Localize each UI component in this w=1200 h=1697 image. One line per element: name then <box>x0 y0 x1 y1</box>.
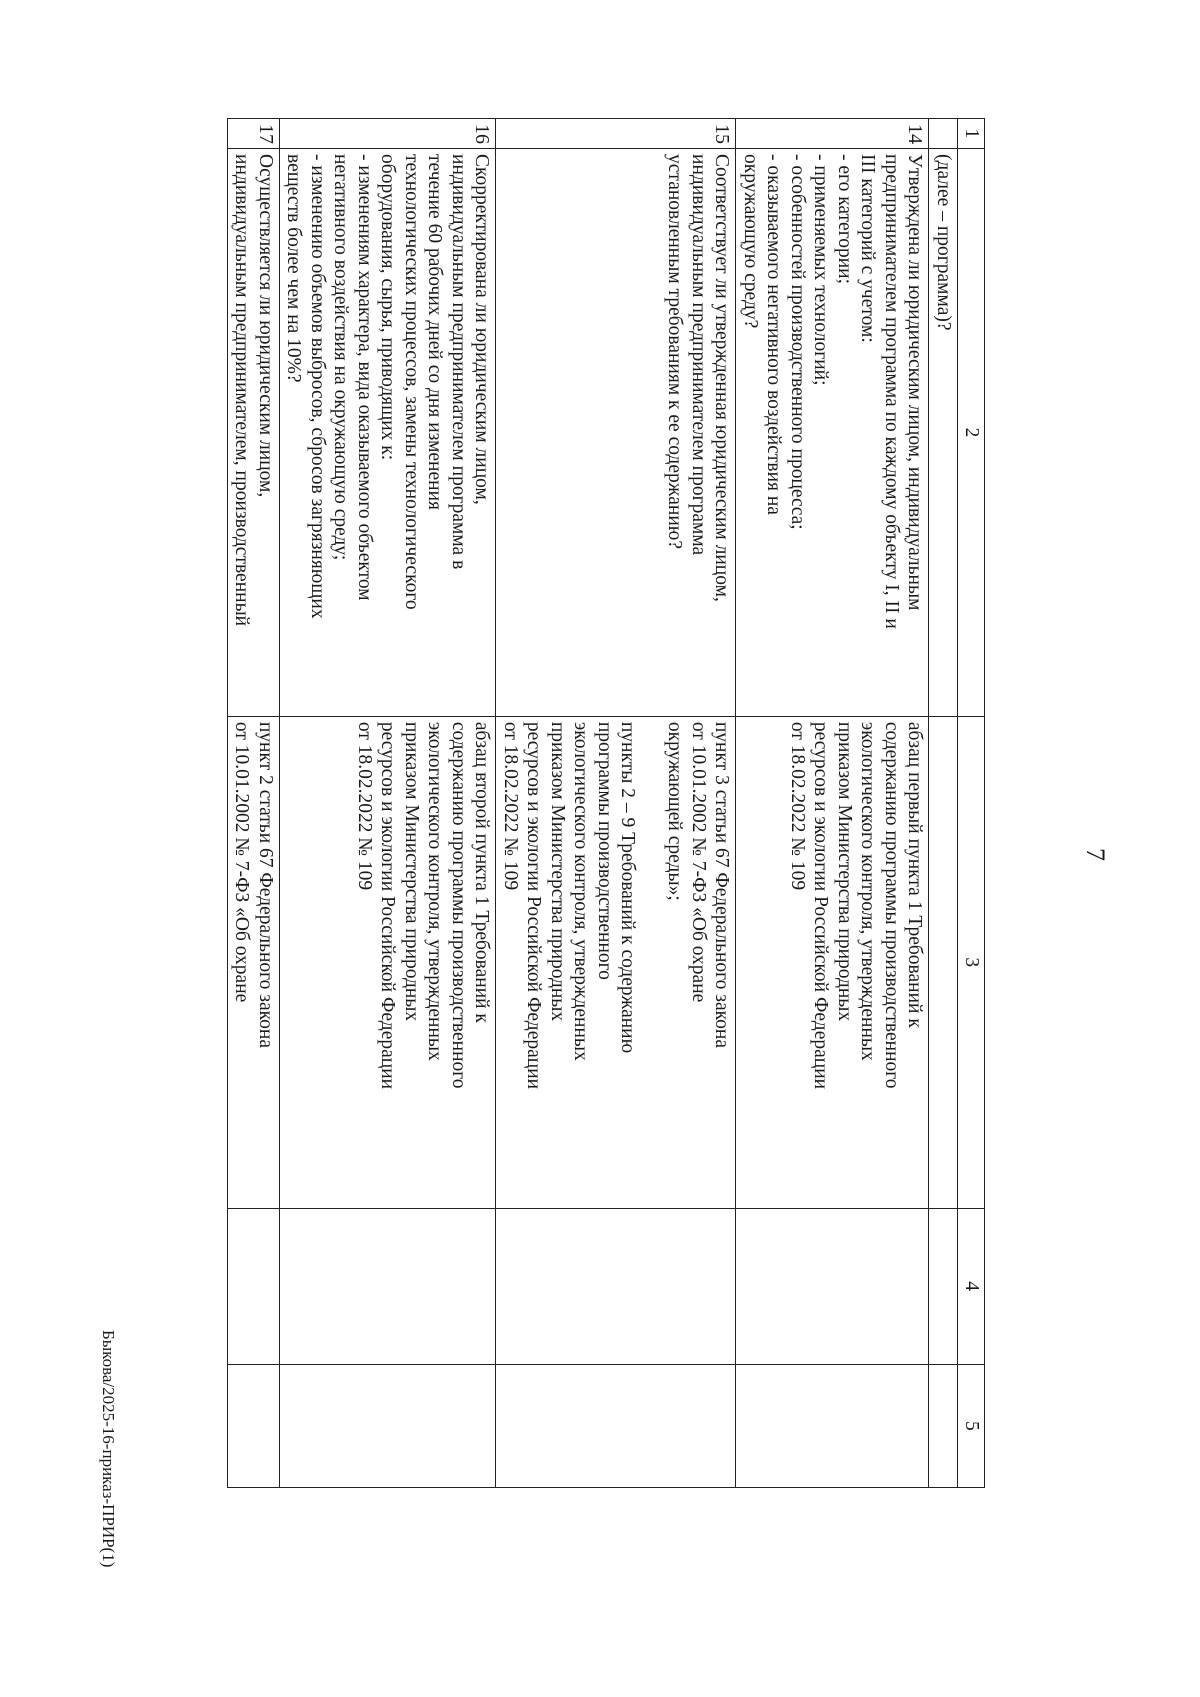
reference-line: ресурсов и экологии Российской Федерации <box>523 721 545 1090</box>
reference-line: абзац первый пункта 1 Требований к <box>904 721 926 1028</box>
reference-line: от 18.02.2022 № 109 <box>787 721 808 891</box>
question-line: индивидуальным предпринимателем программа <box>688 154 709 556</box>
question-line: - особенностей производственного процесса; <box>787 154 808 530</box>
table-row <box>280 119 497 1488</box>
question-line: окружающую среду? <box>740 154 761 329</box>
reference-line: экологического контроля, утвержденных <box>424 721 446 1061</box>
question-line: III категорий с учетом: <box>857 154 879 343</box>
answer-cell-col4 <box>736 1208 929 1364</box>
question-line: - оказываемого негативного воздействия на <box>763 154 785 515</box>
requirements-table <box>227 118 985 1488</box>
question-line: (далее – программа)? <box>933 154 954 331</box>
answer-cell-col5 <box>280 1364 497 1487</box>
question-line: - применяемых технологий; <box>810 154 832 386</box>
question-cell <box>280 149 497 717</box>
reference-line: содержанию программы производственного <box>881 721 902 1089</box>
reference-cell <box>496 716 736 1208</box>
row-number <box>929 119 958 149</box>
question-line: индивидуальным предпринимателем, производственный <box>231 154 253 627</box>
document-footer: Быкова/2025-16-приказ-ПРИР(1) <box>99 1330 118 1568</box>
question-line: оборудования, сырья, приводящих к: <box>377 154 399 461</box>
reference-line: приказом Министерства природных <box>401 721 422 1022</box>
row-number: 16 <box>280 119 497 149</box>
page-number: 7 <box>1081 848 1110 861</box>
question-line: технологических процессов, замены технологического <box>401 154 422 610</box>
question-line: негативного воздействия на окружающую среду; <box>330 154 352 561</box>
answer-cell-col4 <box>929 1208 958 1364</box>
question-line: веществ более чем на 10%? <box>283 154 305 383</box>
question-line: индивидуальным предпринимателем программа в <box>448 154 469 570</box>
reference-line: приказом Министерства природных <box>547 721 568 1022</box>
answer-cell-col5 <box>929 1364 958 1487</box>
reference-cell <box>228 716 280 1208</box>
question-cell <box>496 149 736 717</box>
header-row <box>958 119 985 1488</box>
header-cell-3: 3 <box>958 716 985 1208</box>
row-number: 15 <box>496 119 736 149</box>
table-row <box>929 119 958 1488</box>
row-number: 17 <box>228 119 280 149</box>
table-body <box>228 119 985 1488</box>
reference-cell <box>280 716 497 1208</box>
reference-line: абзац второй пункта 1 Требований к <box>471 721 493 1023</box>
question-line: Скорректирована ли юридическим лицом, <box>471 154 493 505</box>
reference-cell <box>736 716 929 1208</box>
question-line: установленным требованиям к ее содержанию? <box>664 154 686 549</box>
reference-line: приказом Министерства природных <box>834 721 855 1022</box>
table-row <box>736 119 929 1488</box>
answer-cell-col4 <box>228 1208 280 1364</box>
answer-cell-col4 <box>496 1208 736 1364</box>
question-cell <box>929 149 958 717</box>
question-cell <box>228 149 280 717</box>
reference-line: пункт 2 статьи 67 Федерального закона <box>255 721 276 1048</box>
reference-cell <box>929 716 958 1208</box>
header-cell-1: 1 <box>958 119 985 149</box>
reference-line: пункты 2 – 9 Требований к содержанию <box>617 721 639 1054</box>
question-line: Соответствует ли утвержденная юридическим лицом, <box>711 154 733 602</box>
table-row <box>496 119 736 1488</box>
question-line: Утверждена ли юридическим лицом, индивидуальным <box>904 154 926 611</box>
answer-cell-col4 <box>280 1208 497 1364</box>
reference-line: от 10.01.2002 № 7-ФЗ «Об охране <box>231 721 253 1003</box>
question-line: - изменениям характера, вида оказываемого объектом <box>354 154 375 601</box>
question-cell <box>736 149 929 717</box>
answer-cell-col5 <box>736 1364 929 1487</box>
table-row <box>228 119 280 1488</box>
reference-line: программы производственного <box>594 721 615 980</box>
reference-line: содержанию программы производственного <box>448 721 469 1089</box>
reference-line: от 18.02.2022 № 109 <box>354 721 375 891</box>
header-cell-2: 2 <box>958 149 985 717</box>
question-line: предпринимателем программа по каждому объекту I, II и <box>881 154 902 629</box>
header-cell-4: 4 <box>958 1208 985 1364</box>
header-cell-5: 5 <box>958 1364 985 1487</box>
answer-cell-col5 <box>496 1364 736 1487</box>
reference-line: экологического контроля, утвержденных <box>570 721 592 1061</box>
question-line: течение 60 рабочих дней со дня изменения <box>424 154 446 510</box>
reference-line: от 18.02.2022 № 109 <box>500 721 521 891</box>
reference-line <box>640 722 664 1203</box>
reference-line: экологического контроля, утвержденных <box>857 721 879 1061</box>
row-number: 14 <box>736 119 929 149</box>
reference-line: от 10.01.2002 № 7-ФЗ «Об охране <box>688 721 709 1003</box>
reference-line: ресурсов и экологии Российской Федерации <box>377 721 399 1090</box>
question-line: - его категории; <box>834 154 855 284</box>
answer-cell-col5 <box>228 1364 280 1487</box>
reference-line: окружающей среды»; <box>664 721 686 901</box>
reference-line: пункт 3 статьи 67 Федерального закона <box>711 721 733 1048</box>
question-line: Осуществляется ли юридическим лицом, <box>255 154 276 498</box>
question-line: - изменению объемов выбросов, сбросов загрязняющих <box>307 154 328 619</box>
reference-line: ресурсов и экологии Российской Федерации <box>810 721 832 1090</box>
